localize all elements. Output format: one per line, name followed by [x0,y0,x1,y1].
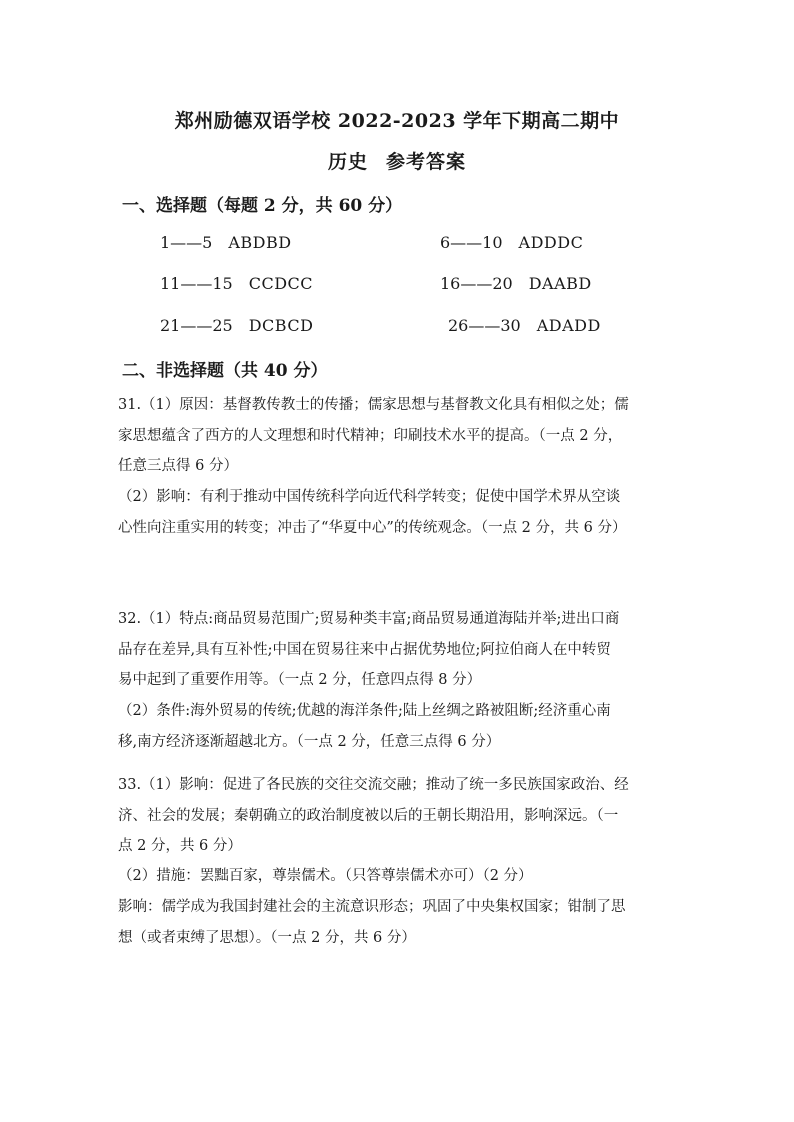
q33-part1 [118,770,684,862]
answer-range: 16——20 [440,274,513,293]
answer-letters: ADDDC [518,233,584,252]
section2-heading: 二、非选择题（共 40 分） [122,361,328,381]
q33-part2 [118,861,684,892]
answer-range: 1——5 [160,233,213,252]
text-line: （2）影响：有利于推动中国传统科学向近代科学转变；促使中国学术界从空谈 [118,489,621,505]
text-line: 济、社会的发展；秦朝确立的政治制度被以后的王朝长期沿用，影响深远。（一 [118,807,619,824]
answer-group [160,233,292,252]
answer-range: 21——25 [160,316,233,335]
doc-type-label: 参考答案 [386,151,467,173]
q33-part3 [118,892,684,953]
text-line: 31.（1）原因：基督教传教士的传播；儒家思想与基督教文化具有相似之处；儒 [118,397,629,413]
subject-label: 历史 [327,151,368,173]
text-line: 任意三点得 6 分） [118,458,238,474]
answer-range: 11——15 [160,274,233,293]
answer-range: 6——10 [440,233,503,252]
text-line: 点 2 分，共 6 分） [118,838,242,854]
text-line: 影响：儒学成为我国封建社会的主流意识形态；巩固了中央集权国家；钳制了思 [118,899,626,915]
text-line: 心性向注重实用的转变；冲击了“华夏中心”的传统观念。（一点 2 分，共 6 分） [118,519,627,536]
answer-letters: ABDBD [228,233,292,252]
text-line: 33.（1）影响：促进了各民族的交往交流交融；推动了统一多民族国家政治、经 [118,777,629,793]
answer-range: 26——30 [448,316,521,335]
answer-letters: CCDCC [248,274,314,293]
q32-part2 [118,696,684,757]
answer-group [440,274,592,293]
q32-part1 [118,604,684,696]
document-title: 郑州励德双语学校 2022-2023 学年下期高二期中 [174,110,620,132]
answer-group [448,316,601,335]
section1-heading: 一、选择题（每题 2 分，共 60 分） [122,196,403,216]
q31-part1 [118,390,684,482]
q31-part2 [118,482,684,543]
text-line: 易中起到了重要作用等。（一点 2 分，任意四点得 8 分） [118,672,482,688]
answer-group [440,233,583,252]
text-line: 32.（1）特点:商品贸易范围广;贸易种类丰富;商品贸易通道海陆并举;进出口商 [118,611,620,627]
text-line: 家思想蕴含了西方的人文理想和时代精神；印刷技术水平的提高。（一点 2 分， [118,427,623,444]
text-line: （2）条件:海外贸易的传统;优越的海洋条件;陆上丝绸之路被阻断;经济重心南 [118,703,611,719]
answer-letters: DAABD [528,274,592,293]
answer-letters: ADADD [536,316,601,335]
document-subtitle [0,147,794,174]
answer-group [160,274,313,293]
answer-group [160,316,313,335]
text-line: 想（或者束缚了思想）。（一点 2 分，共 6 分） [118,929,416,946]
answer-letters: DCBCD [248,316,314,335]
text-line: 品存在差异,具有互补性;中国在贸易往来中占据优势地位;阿拉伯商人在中转贸 [118,641,611,658]
text-line: （2）措施：罢黜百家，尊崇儒术。（只答尊崇儒术亦可）（2 分） [118,868,533,884]
text-line: 移,南方经济逐渐超越北方。（一点 2 分，任意三点得 6 分） [118,733,501,750]
